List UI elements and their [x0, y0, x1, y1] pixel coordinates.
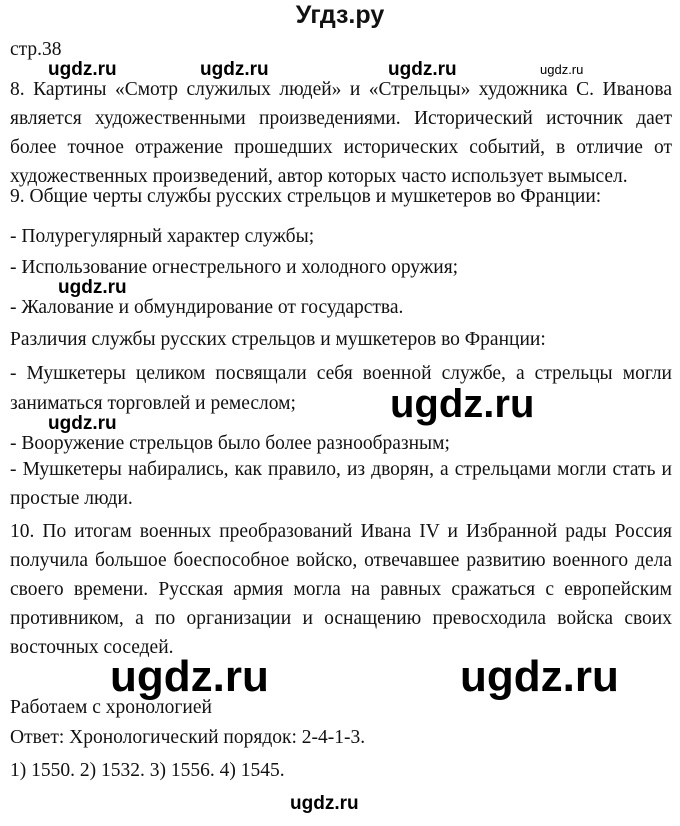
q8-line: 8. Картины «Смотр служилых людей» и «Стрельцы» художника С. Иванова	[10, 79, 672, 100]
q10-line: восточных соседей.	[10, 637, 174, 658]
watermark: ugdz.ru	[388, 59, 457, 80]
answer: Ответ: Хронологический порядок: 2-4-1-3.	[10, 727, 366, 748]
watermark: ugdz.ru	[48, 413, 117, 434]
watermark: ugdz.ru	[290, 793, 359, 814]
watermark: ugdz.ru	[540, 62, 584, 77]
diff-item: - Мушкетеры целиком посвящали себя военной службе, а стрельцы могли	[10, 363, 672, 384]
watermark: ugdz.ru	[58, 277, 127, 298]
q9-heading: 9. Общие черты службы русских стрельцов и мушкетеров во Франции:	[10, 186, 602, 207]
q9-item: - Полурегулярный характер службы;	[10, 226, 315, 247]
diff-item: - Мушкетеры набирались, как правило, из дворян, а стрельцами могли стать и	[10, 459, 672, 480]
q10-line: противником, а по организации и оснащению превосходила войска своих	[10, 608, 672, 629]
q8-line: художественных произведений, автор которых часто использует вымысел.	[10, 166, 628, 187]
q8-line: является художественными произведениями. Исторический источник дает	[10, 108, 672, 129]
watermark: ugdz.ru	[110, 652, 269, 701]
q9-item: - Использование огнестрельного и холодного оружия;	[10, 257, 459, 278]
q10-line: получила большое боеспособное войско, отвечавшее развитию военного дела	[10, 550, 672, 571]
watermark: ugdz.ru	[48, 59, 117, 80]
dates: 1) 1550. 2) 1532. 3) 1556. 4) 1545.	[10, 760, 285, 781]
chrono-heading: Работаем с хронологией	[10, 697, 212, 718]
site-title: Угдз.ру	[295, 1, 385, 29]
diff-item: заниматься торговлей и ремеслом;	[10, 393, 296, 414]
watermark: ugdz.ru	[390, 382, 535, 426]
watermark: ugdz.ru	[460, 652, 619, 701]
q9-item: - Жалование и обмундирование от государства.	[10, 297, 404, 318]
diff-item: простые люди.	[10, 488, 133, 509]
q10-line: своего времени. Русская армия могла на равных сражаться с европейским	[10, 579, 672, 600]
diff-item: - Вооружение стрельцов было более разнообразным;	[10, 433, 450, 454]
watermark: ugdz.ru	[200, 59, 269, 80]
page-ref: стр.38	[10, 39, 62, 60]
q10-line: 10. По итогам военных преобразований Ивана IV и Избранной рады Россия	[10, 521, 672, 542]
diff-heading: Различия службы русских стрельцов и мушкетеров во Франции:	[10, 329, 546, 350]
q8-line: более точное отражение прошедших исторических событий, в отличие от	[10, 137, 672, 158]
